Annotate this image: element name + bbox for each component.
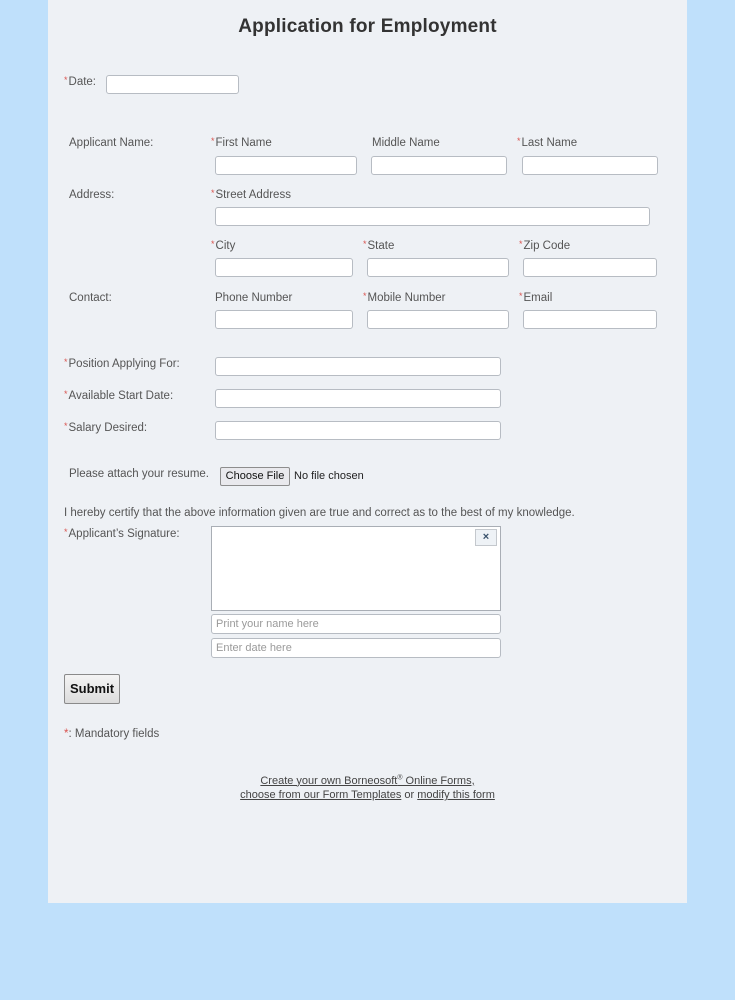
middle-name-input[interactable] [371, 156, 507, 175]
date-label: *Date: [64, 75, 97, 88]
certify-text: I hereby certify that the above information given are true and correct as to the best of my knowledge. [64, 507, 575, 519]
required-mark: * [64, 75, 68, 85]
modify-form-link[interactable]: modify this form [417, 789, 495, 801]
required-mark: * [363, 291, 367, 301]
date-input[interactable] [106, 75, 239, 94]
form-templates-link[interactable]: choose from our Form Templates [240, 789, 402, 801]
choose-file-button[interactable]: Choose File [220, 467, 290, 486]
city-input[interactable] [215, 258, 353, 277]
middle-name-label: Middle Name [372, 137, 440, 149]
state-input[interactable] [367, 258, 509, 277]
first-name-input[interactable] [215, 156, 357, 175]
applicant-name-label: Applicant Name: [69, 137, 154, 149]
required-mark: * [64, 357, 68, 367]
last-name-input[interactable] [522, 156, 658, 175]
required-mark: * [64, 728, 69, 740]
signature-pad[interactable] [211, 526, 501, 611]
zip-code-input[interactable] [523, 258, 657, 277]
first-name-label: *First Name [211, 136, 272, 149]
footer-or-text: or [401, 789, 418, 801]
email-input[interactable] [523, 310, 657, 329]
mandatory-note: *: Mandatory fields [64, 728, 160, 740]
required-mark: * [64, 527, 68, 537]
footer-line-2 [48, 789, 687, 801]
resume-label: Please attach your resume. [69, 468, 209, 480]
clear-signature-button[interactable]: × [475, 529, 497, 546]
required-mark: * [211, 136, 215, 146]
start-date-label: *Available Start Date: [64, 389, 174, 402]
city-label: *City [211, 239, 236, 252]
email-label: *Email [519, 291, 553, 304]
file-status: No file chosen [294, 470, 364, 482]
phone-number-label: Phone Number [215, 292, 293, 304]
phone-number-input[interactable] [215, 310, 353, 329]
create-forms-link[interactable]: Create your own Borneosoft® Online Forms, [260, 774, 475, 787]
state-label: *State [363, 239, 395, 252]
required-mark: * [519, 239, 523, 249]
required-mark: * [64, 389, 68, 399]
street-address-input[interactable] [215, 207, 650, 226]
last-name-label: *Last Name [517, 136, 578, 149]
submit-button[interactable]: Submit [64, 674, 120, 704]
salary-input[interactable] [215, 421, 501, 440]
mobile-number-label: *Mobile Number [363, 291, 446, 304]
address-label: Address: [69, 189, 115, 201]
signature-date-input[interactable] [211, 638, 501, 658]
required-mark: * [517, 136, 521, 146]
contact-label: Contact: [69, 292, 112, 304]
registered-mark: ® [397, 774, 403, 781]
page-title: Application for Employment [238, 16, 497, 37]
required-mark: * [211, 188, 215, 198]
salary-label: *Salary Desired: [64, 421, 148, 434]
mobile-number-input[interactable] [367, 310, 509, 329]
required-mark: * [519, 291, 523, 301]
position-label: *Position Applying For: [64, 357, 180, 370]
print-name-input[interactable] [211, 614, 501, 634]
signature-label: *Applicant’s Signature: [64, 527, 180, 540]
required-mark: * [64, 421, 68, 431]
form-panel [48, 0, 687, 903]
street-address-label: *Street Address [211, 188, 291, 201]
start-date-input[interactable] [215, 389, 501, 408]
zip-code-label: *Zip Code [519, 239, 571, 252]
required-mark: * [363, 239, 367, 249]
position-input[interactable] [215, 357, 501, 376]
required-mark: * [211, 239, 215, 249]
footer-line-1 [48, 774, 687, 787]
